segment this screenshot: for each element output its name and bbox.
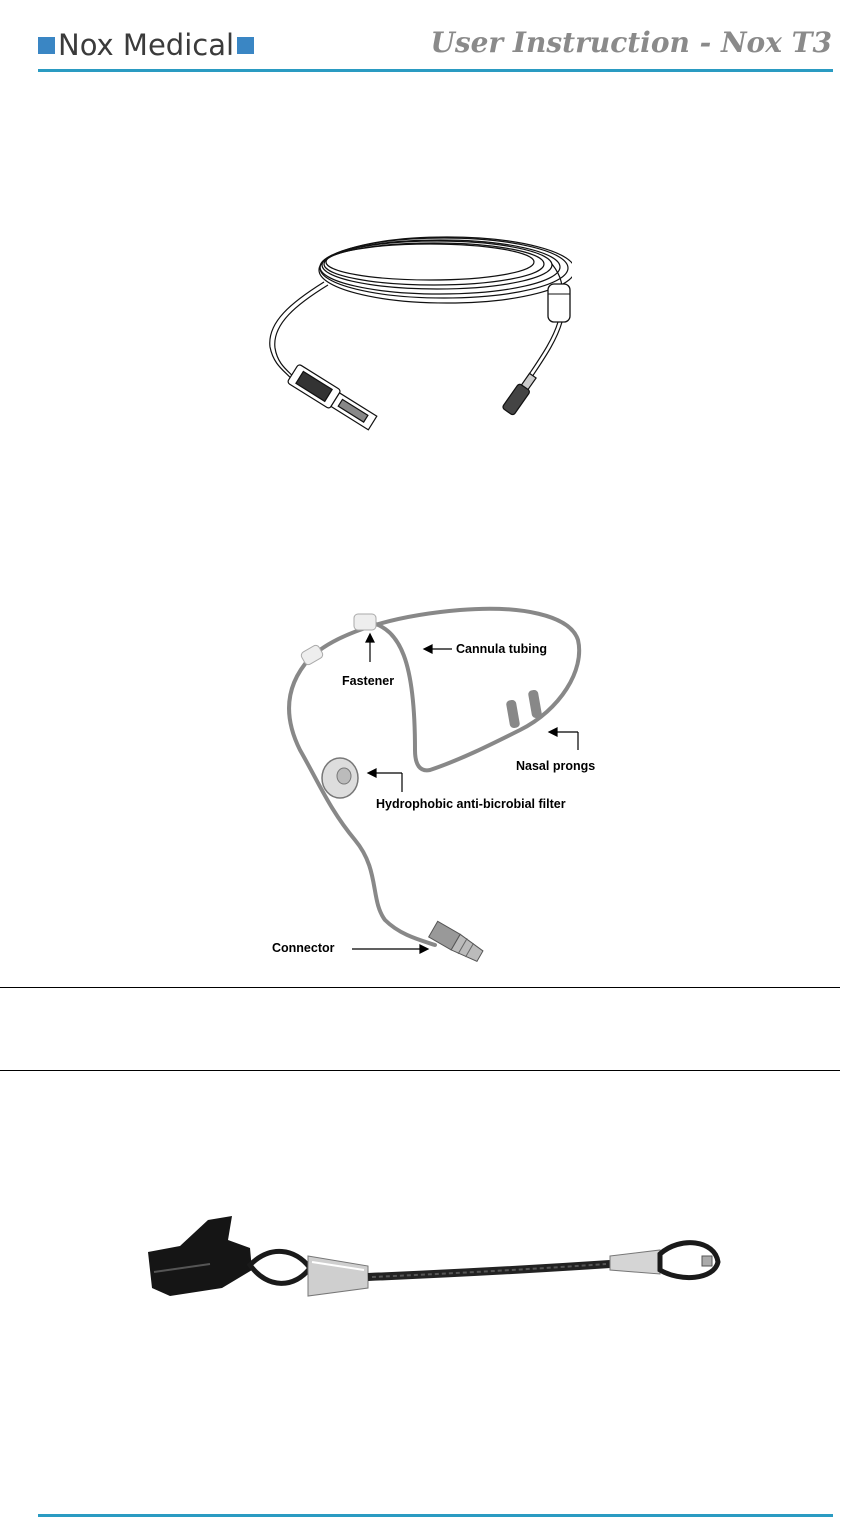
logo-square-left-icon: [38, 37, 55, 54]
nox-medical-logo: [38, 28, 254, 62]
page-header: [0, 0, 843, 75]
oximeter-clip-cable-photo: [140, 1210, 725, 1310]
document-title: User Instruction - Nox T3: [430, 26, 832, 59]
filter-label: Hydrophobic anti-bicrobial filter: [376, 797, 566, 811]
header-rule: [38, 69, 833, 72]
section-rule-bottom: [0, 1070, 840, 1071]
footer-rule: [38, 1514, 833, 1517]
usb-cable-illustration: [262, 222, 572, 432]
section-rule-top: [0, 987, 840, 988]
connector-label: Connector: [272, 941, 335, 955]
nasal-cannula-illustration: [260, 600, 600, 965]
fastener-label: Fastener: [342, 674, 395, 688]
logo-text: Nox Medical: [58, 28, 235, 62]
logo-square-right-icon: [237, 37, 254, 54]
cannula-tubing-label: Cannula tubing: [456, 642, 547, 656]
nasal-prongs-label: Nasal prongs: [516, 759, 596, 773]
